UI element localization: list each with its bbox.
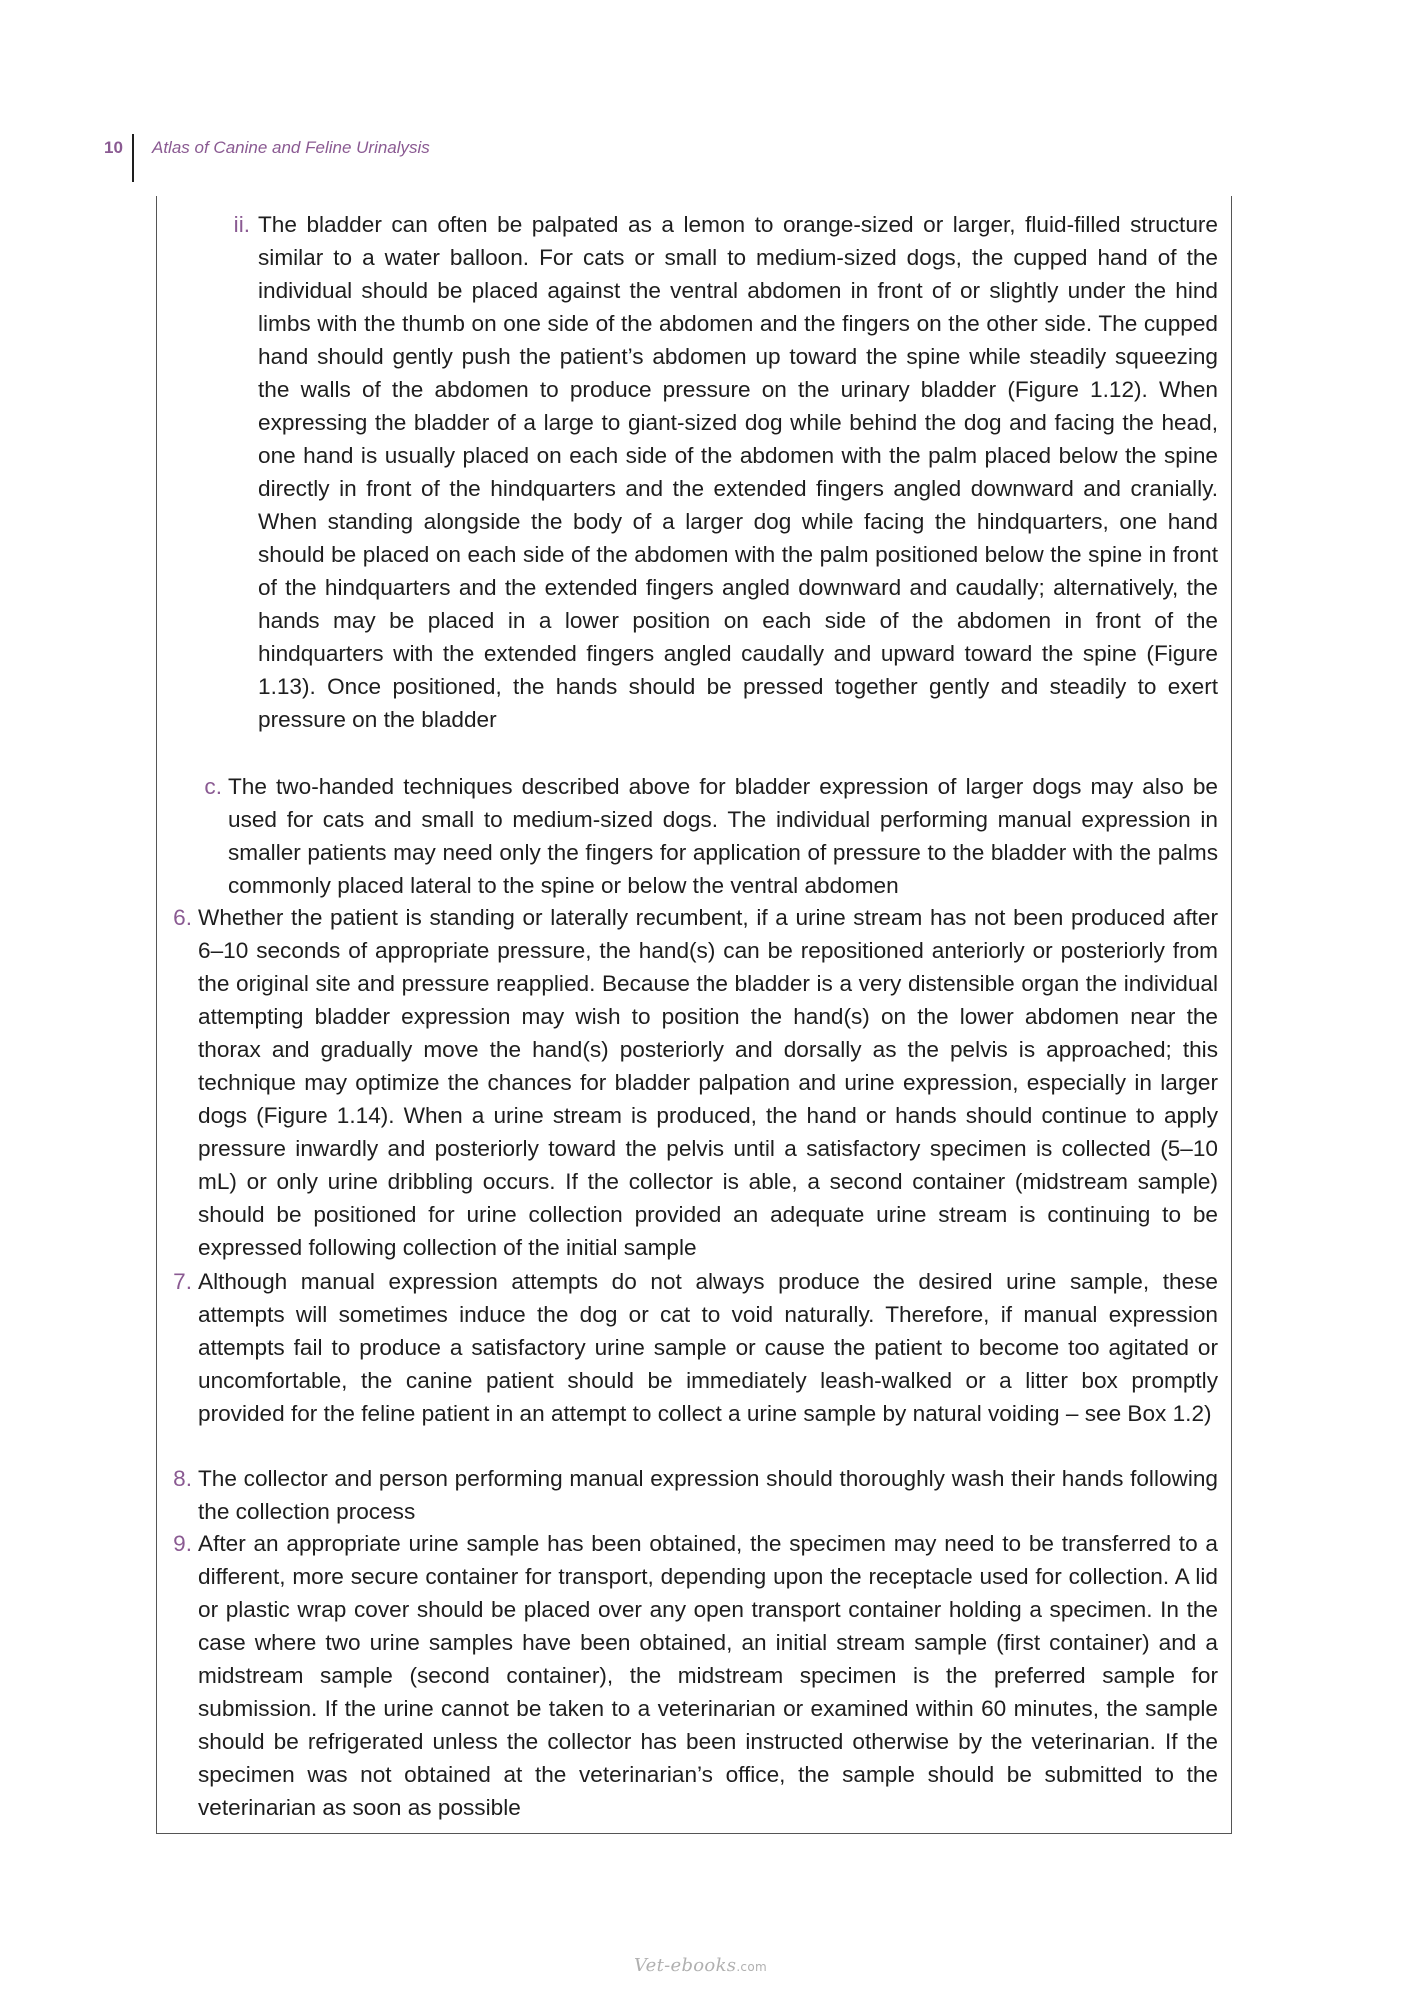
item-text: After an appropriate urine sample has been obtained, the specimen may need to be transferred to a different, more secure container for transport, depending upon the receptacle used for collection. A lid or plastic wrap cover should be placed over any open transport container holding a specimen. In the case where two urine samples have been obtained, an initial stream sample (first container) and a midstream sample (second container), the midstream specimen is the preferred sample for submission. If the urine cannot be taken to a veterinarian or examined within 60 minutes, the sample should be refrigerated unless the collector has been instructed otherwise by the veterinarian. If the specimen was not obtained at the veterinarian’s office, the sample should be submitted to the veterinarian as soon as possible	[198, 1531, 1218, 1820]
list-item-8	[173, 1462, 1218, 1528]
watermark-text: Vet-ebooks	[634, 1955, 737, 1976]
item-text: The two-handed techniques described above for bladder expression of larger dogs may also be used for cats and small to medium-sized dogs. The individual performing manual expression in smaller patients may need only the fingers for application of pressure to the bladder with the palms commonly placed lateral to the spine or below the ventral abdomen	[228, 774, 1218, 898]
item-marker: ii.	[233, 212, 250, 237]
watermark-domain: .com	[736, 1960, 767, 1974]
item-text: Although manual expression attempts do not always produce the desired urine sample, these attempts will sometimes induce the dog or cat to void naturally. Therefore, if manual expression attempts fail to produce a satisfactory urine sample or cause the patient to become too agitated or uncomfortable, the canine patient should be immediately leash-walked or a litter box promptly provided for the feline patient in an attempt to collect a urine sample by natural voiding – see Box 1.2)	[198, 1269, 1218, 1426]
list-item-9	[173, 1527, 1218, 1824]
list-item-7	[173, 1265, 1218, 1430]
item-marker: 8.	[173, 1466, 192, 1491]
header-divider	[132, 134, 134, 182]
item-text: The bladder can often be palpated as a lemon to orange-sized or larger, fluid-filled structure similar to a water balloon. For cats or small to medium-sized dogs, the cupped hand of the individual should be placed against the ventral abdomen in front of or slightly under the hind limbs with the thumb on one side of the abdomen and the fingers on the other side. The cupped hand should gently push the patient’s abdomen up toward the spine while steadily squeezing the walls of the abdomen to produce pressure on the urinary bladder (Figure 1.12). When expressing the bladder of a large to giant-sized dog while behind the dog and facing the head, one hand is usually placed on each side of the abdomen with the palm placed below the spine directly in front of the hindquarters and the extended fingers angled downward and cranially. When standing alongside the body of a larger dog while facing the hindquarters, one hand should be placed on each side of the abdomen with the palm positioned below the spine in front of the hindquarters and the extended fingers angled downward and caudally; alternatively, the hands may be placed in a lower position on each side of the abdomen in front of the hindquarters with the extended fingers angled caudally and upward toward the spine (Figure 1.13). Once positioned, the hands should be pressed together gently and steadily to exert pressure on the bladder	[258, 212, 1218, 732]
page-number: 10	[104, 138, 123, 157]
item-text: Whether the patient is standing or laterally recumbent, if a urine stream has not been produced after 6–10 seconds of appropriate pressure, the hand(s) can be repositioned anteriorly or posteriorly from the original site and pressure reapplied. Because the bladder is a very distensible organ the individual attempting bladder expression may wish to position the hand(s) on the lower abdomen near the thorax and gradually move the hand(s) posteriorly and dorsally as the pelvis is approached; this technique may optimize the chances for bladder palpation and urine expression, especially in larger dogs (Figure 1.14). When a urine stream is produced, the hand or hands should continue to apply pressure inwardly and posteriorly toward the pelvis until a satisfactory specimen is collected (5–10 mL) or only urine dribbling occurs. If the collector is able, a second container (midstream sample) should be positioned for urine collection provided an adequate urine stream is continuing to be expressed following collection of the initial sample	[198, 905, 1218, 1260]
list-item-ii	[233, 208, 1218, 736]
item-marker: 7.	[173, 1269, 192, 1294]
running-title: Atlas of Canine and Feline Urinalysis	[152, 138, 430, 157]
item-marker: 6.	[173, 905, 192, 930]
watermark-logo	[634, 1955, 767, 1976]
list-item-c	[204, 770, 1218, 902]
item-marker: 9.	[173, 1531, 192, 1556]
item-marker: c.	[204, 774, 222, 799]
list-item-6	[173, 901, 1218, 1264]
item-text: The collector and person performing manual expression should thoroughly wash their hands following the collection process	[198, 1466, 1218, 1524]
